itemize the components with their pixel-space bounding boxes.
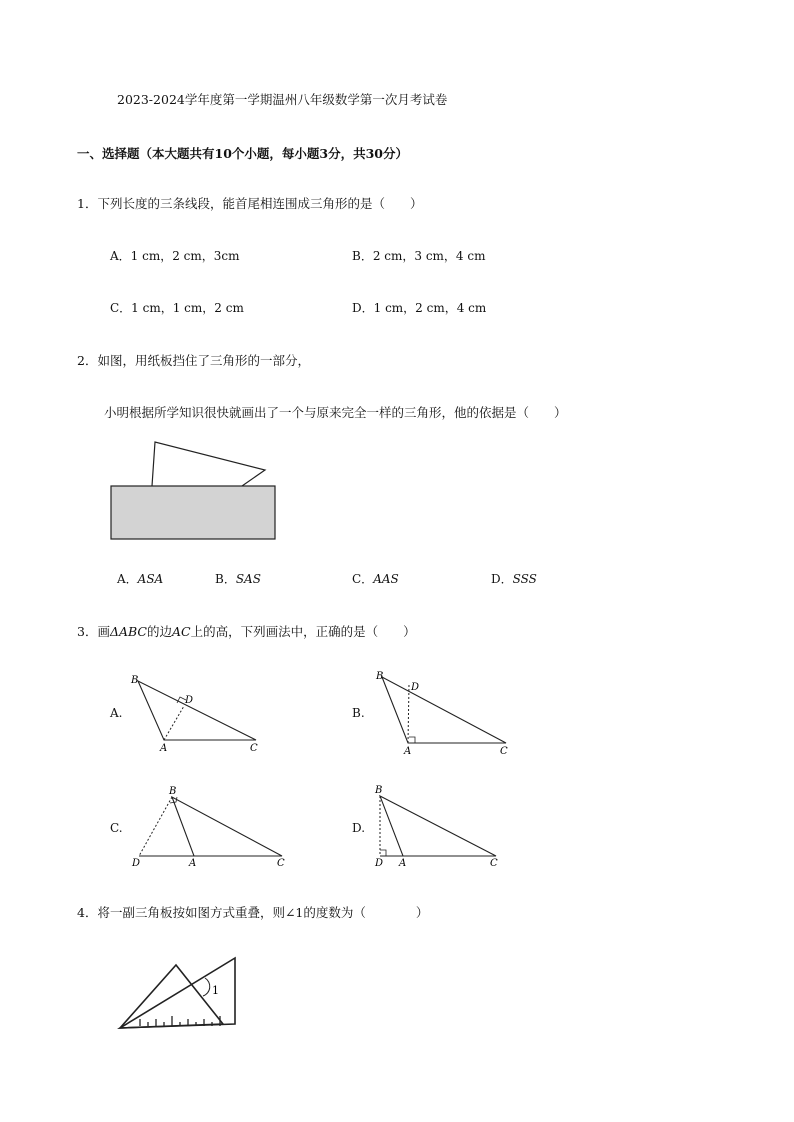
section-heading: 一、选择题（本大题共有10个小题，每小题3分，共30分）	[77, 146, 408, 161]
q1-option-b[interactable]: B．2 cm，3 cm，4 cm	[352, 249, 486, 263]
q3a-label-a: A	[160, 743, 168, 754]
q2-option-a-text: ASA	[137, 572, 164, 586]
question-2-stem: 2．如图，用纸板挡住了三角形的一部分，	[77, 353, 310, 368]
page-title: 2023-2024学年度第一学期温州八年级数学第一次月考试卷	[117, 92, 448, 107]
q3-stem-pre: 3．画	[77, 624, 110, 639]
q3a-label-b: B	[131, 675, 139, 686]
q3-option-a-label[interactable]: A.	[110, 706, 123, 720]
q3d-label-c: C	[490, 858, 498, 869]
q2-option-c-letter: C．	[352, 572, 374, 586]
q3d-label-a: A	[399, 858, 407, 869]
q3c-label-c: C	[277, 858, 285, 869]
q3a-label-d: D	[185, 695, 194, 706]
q2-option-b-text: SAS	[235, 572, 261, 586]
q3a-label-c: C	[250, 743, 258, 754]
q3-option-b-label[interactable]: B.	[352, 706, 365, 720]
q1-option-a[interactable]: A．1 cm，2 cm，3cm	[110, 249, 240, 263]
q3b-label-d: D	[411, 682, 420, 693]
q2-option-a-letter: A．	[117, 572, 138, 586]
q3b-label-b: B	[376, 671, 384, 682]
q3b-label-c: C	[500, 746, 508, 757]
question-1-stem: 1．下列长度的三条线段，能首尾相连围成三角形的是（ ）	[77, 196, 423, 211]
q3b-label-a: A	[404, 746, 412, 757]
q3c-label-a: A	[189, 858, 197, 869]
q3-stem-post: 上的高，下列画法中，正确的是（ ）	[190, 624, 416, 639]
q3c-label-b: B	[169, 786, 177, 797]
q3-option-c-label[interactable]: C.	[110, 821, 123, 835]
q3d-label-b: B	[375, 785, 383, 796]
q3c-label-d: D	[132, 858, 141, 869]
q3d-label-d: D	[375, 858, 384, 869]
q1-option-d[interactable]: D．1 cm，2 cm，4 cm	[352, 301, 487, 315]
q3-stem-side: AC	[172, 624, 191, 639]
q3-option-d-label[interactable]: D.	[352, 821, 366, 835]
q4-angle-label: 1	[212, 984, 219, 997]
question-4-stem: 4．将一副三角板按如图方式重叠，则∠1的度数为（ ）	[77, 905, 429, 920]
q3-stem-mid: 的边	[147, 624, 173, 639]
question-2-stem-2: 小明根据所学知识很快就画出了一个与原来完全一样的三角形，他的依据是（ ）	[104, 405, 567, 420]
q2-option-d-letter: D．	[491, 572, 513, 586]
q2-option-c-text: AAS	[373, 572, 399, 586]
q3-stem-triangle: ΔABC	[109, 624, 147, 639]
q2-option-d-text: SSS	[512, 572, 537, 586]
q1-option-c[interactable]: C．1 cm，1 cm，2 cm	[110, 301, 244, 315]
q2-option-b-letter: B．	[215, 572, 236, 586]
